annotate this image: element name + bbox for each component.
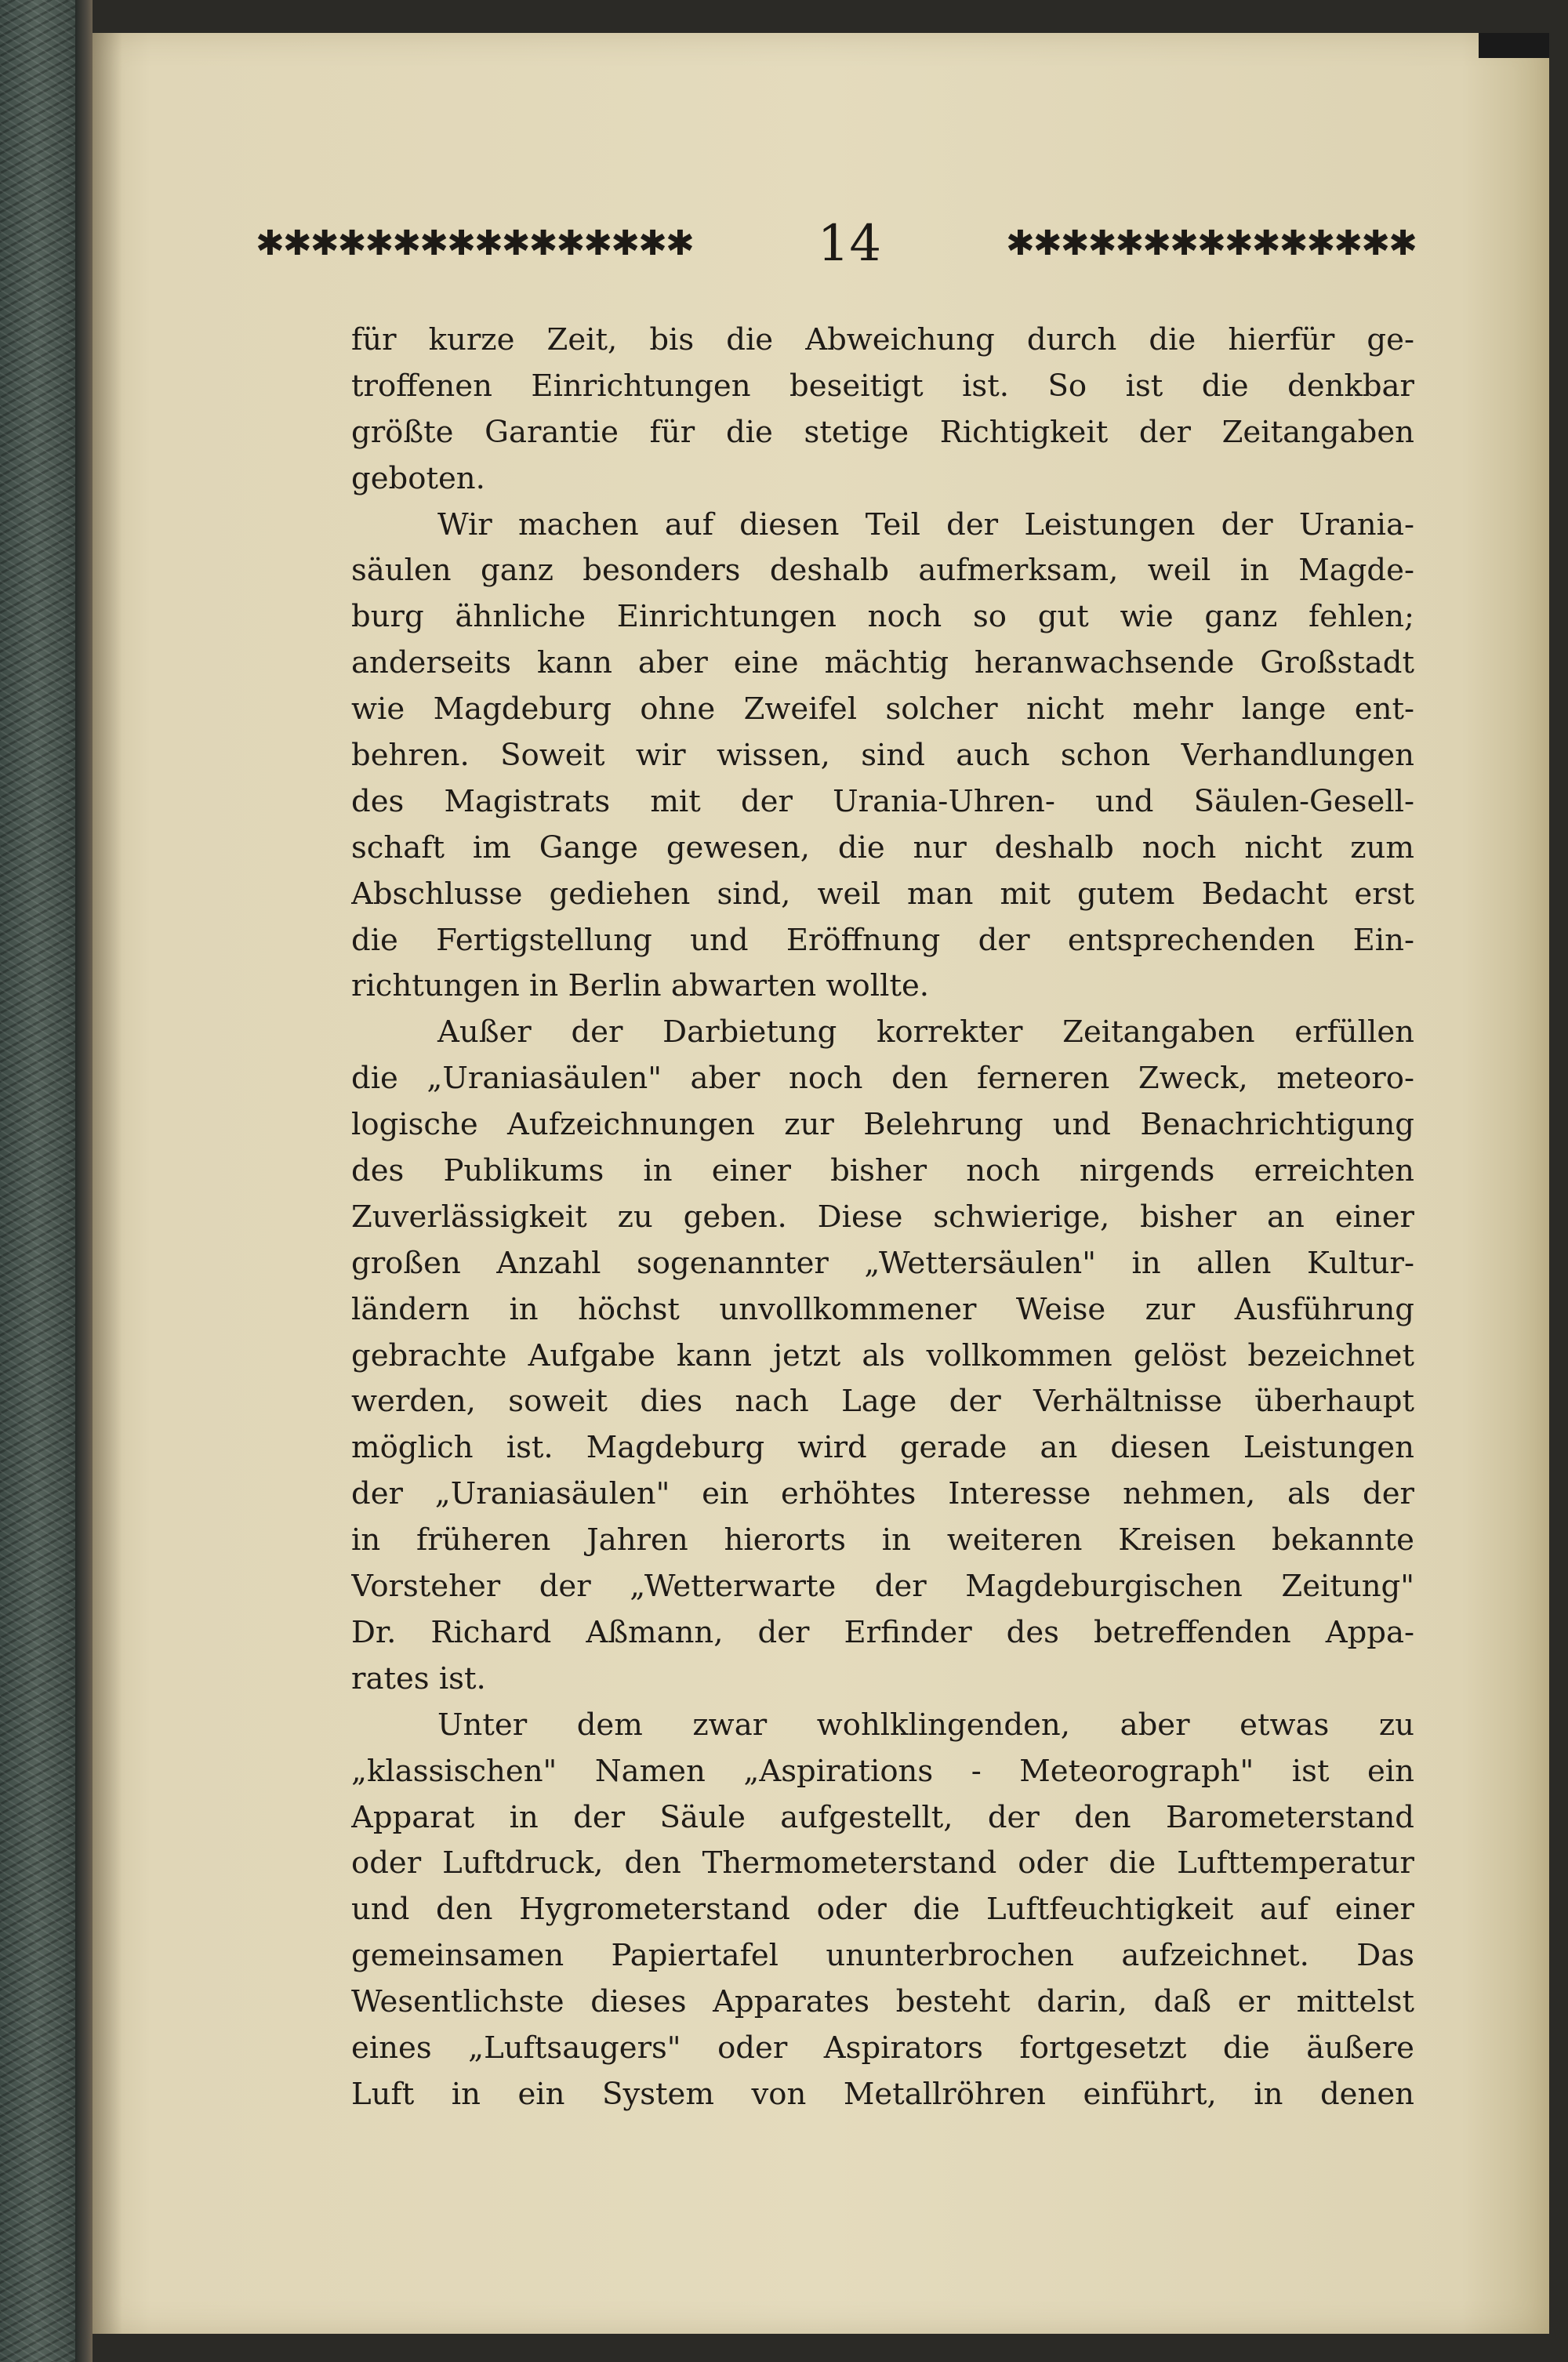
- text-line: geboten.: [351, 460, 485, 496]
- text-line: Außer der Darbietung korrekter Zeitangaben erfüllen: [437, 1014, 1414, 1050]
- corner-tab: [1479, 33, 1549, 58]
- text-line: Apparat in der Säule aufgestellt, der den Barometerstand: [351, 1799, 1414, 1835]
- page-header: [256, 209, 1416, 279]
- text-line: Wir machen auf diesen Teil der Leistungen der Urania-: [437, 506, 1414, 542]
- text-line: Luft in ein System von Metallröhren einführt, in denen: [351, 2076, 1414, 2112]
- page-number: 14: [817, 215, 882, 273]
- text-line: oder Luftdruck, den Thermometerstand oder die Lufttemperatur: [351, 1845, 1414, 1881]
- text-line: schaft im Gange gewesen, die nur deshalb noch nicht zum: [351, 829, 1414, 865]
- text-line: werden, soweit dies nach Lage der Verhältnisse überhaupt: [351, 1384, 1414, 1420]
- text-line: troffenen Einrichtungen beseitigt ist. So ist die denkbar: [351, 368, 1414, 404]
- header-ornament-left: ✱✱✱✱✱✱✱✱✱✱✱✱✱✱✱✱: [256, 223, 693, 263]
- text-line: Zuverlässigkeit zu geben. Diese schwierige, bisher an einer: [351, 1199, 1414, 1235]
- text-line: der „Uraniasäulen" ein erhöhtes Interesse nehmen, als der: [351, 1476, 1414, 1512]
- text-line: Unter dem zwar wohlklingenden, aber etwas zu: [437, 1707, 1414, 1743]
- text-line: rates ist.: [351, 1660, 486, 1696]
- text-line: des Magistrats mit der Urania-Uhren- und Säulen-Gesell-: [351, 783, 1414, 819]
- text-line: in früheren Jahren hierorts in weiteren Kreisen bekannte: [351, 1522, 1414, 1558]
- text-line: und den Hygrometerstand oder die Luftfeuchtigkeit auf einer: [351, 1892, 1414, 1928]
- body-text: [351, 317, 1414, 2118]
- paragraph: [351, 1010, 1414, 1702]
- text-line: anderseits kann aber eine mächtig heranwachsende Großstadt: [351, 645, 1414, 681]
- paragraph: [351, 1703, 1414, 2118]
- paragraph: [351, 503, 1414, 1010]
- text-line: richtungen in Berlin abwarten wollte.: [351, 968, 930, 1004]
- text-line: größte Garantie für die stetige Richtigkeit der Zeitangaben: [351, 414, 1414, 450]
- text-line: wie Magdeburg ohne Zweifel solcher nicht mehr lange ent-: [351, 691, 1414, 727]
- text-line: großen Anzahl sogenannter „Wettersäulen" in allen Kultur-: [351, 1245, 1414, 1281]
- page-fold-shadow: [93, 33, 122, 2334]
- text-line: für kurze Zeit, bis die Abweichung durch die hierfür ge-: [351, 322, 1414, 357]
- text-line: die Fertigstellung und Eröffnung der entsprechenden Ein-: [351, 922, 1414, 958]
- header-ornament-right: ✱✱✱✱✱✱✱✱✱✱✱✱✱✱✱: [1005, 223, 1416, 263]
- text-line: Dr. Richard Aßmann, der Erfinder des betreffenden Appa-: [351, 1614, 1414, 1650]
- text-line: ländern in höchst unvollkommener Weise zur Ausführung: [351, 1291, 1414, 1327]
- text-line: säulen ganz besonders deshalb aufmerksam, weil in Magde-: [351, 553, 1414, 589]
- text-line: Vorsteher der „Wetterwarte der Magdeburgischen Zeitung": [351, 1569, 1414, 1605]
- text-line: des Publikums in einer bisher noch nirgends erreichten: [351, 1153, 1414, 1189]
- text-line: Wesentlichste dieses Apparates besteht darin, daß er mittelst: [351, 1984, 1414, 2020]
- text-line: die „Uraniasäulen" aber noch den ferneren Zweck, meteoro-: [351, 1061, 1414, 1097]
- text-line: eines „Luftsaugers" oder Aspirators fortgesetzt die äußere: [351, 2030, 1414, 2066]
- text-line: burg ähnliche Einrichtungen noch so gut wie ganz fehlen;: [351, 599, 1414, 635]
- paragraph: [351, 317, 1414, 503]
- text-line: Abschlusse gediehen sind, weil man mit gutem Bedacht erst: [351, 876, 1414, 912]
- text-line: möglich ist. Magdeburg wird gerade an diesen Leistungen: [351, 1430, 1414, 1466]
- text-line: gebrachte Aufgabe kann jetzt als vollkommen gelöst bezeichnet: [351, 1337, 1414, 1373]
- text-line: „klassischen" Namen „Aspirations - Meteorograph" ist ein: [351, 1753, 1414, 1789]
- spine-edge: [75, 0, 93, 2362]
- text-line: logische Aufzeichnungen zur Belehrung und Benachrichtigung: [351, 1107, 1414, 1143]
- text-line: gemeinsamen Papiertafel ununterbrochen aufzeichnet. Das: [351, 1938, 1414, 1974]
- text-line: behren. Soweit wir wissen, sind auch schon Verhandlungen: [351, 738, 1414, 774]
